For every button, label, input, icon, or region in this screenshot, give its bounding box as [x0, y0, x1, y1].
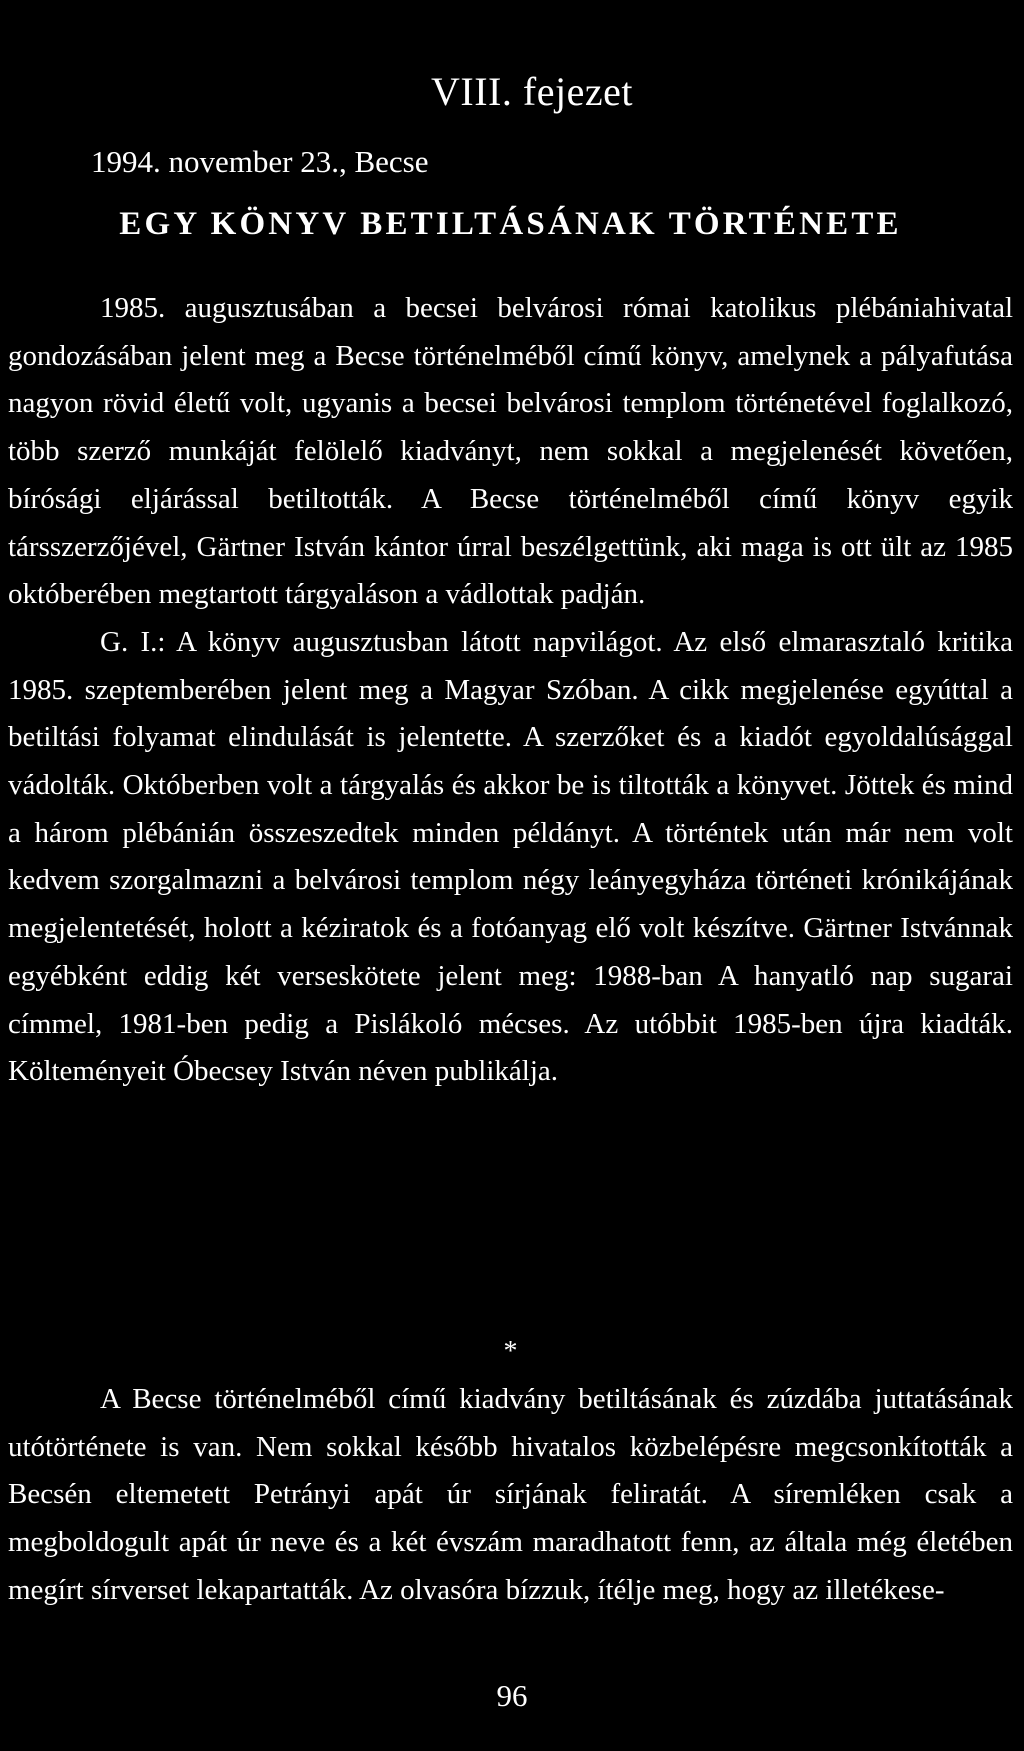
paragraph-intro: 1985. augusztusában a becsei belvárosi római katolikus plébániahivatal gondozásában jelent meg a Becse történelméből című könyv, amelynek a pályafutása nagyon rövid életű volt, ugyanis a becsei belvárosi templom történetével foglalkozó, több szerző munkáját felölelő kiadványt, nem sokkal a megjelenését követően, bírósági eljárással betiltották. A Becse történelméből című könyv egyik társszerzőjével, Gärtner István kántor úrral beszélgettünk, aki maga is ott ült az 1985 októberében megtartott tárgyaláson a vádlottak padján. [8, 292, 1013, 611]
dateline: 1994. november 23., Becse [91, 144, 429, 179]
article-title: EGY KÖNYV BETILTÁSÁNAK TÖRTÉNETE [119, 206, 902, 242]
paragraph-aftermath: A Becse történelméből című kiadvány betiltásának és zúzdába juttatásának utótörténete is van. Nem sokkal később hivatalos közbelépésre megcsonkították a Becsén eltemetett Petrányi apát úr sírjának feliratát. A síremléken csak a megboldogult apát úr neve és a két évszám maradhatott fenn, az általa még életében megírt sírverset lekapartatták. Az olvasóra bízzuk, ítélje meg, hogy az illetékese- [8, 1383, 1013, 1606]
article-body-first [8, 285, 1013, 1096]
separator-block [8, 1328, 1013, 1376]
chapter-heading: VIII. fejezet [431, 69, 633, 114]
paragraph-interview: G. I.: A könyv augusztusban látott napvilágot. Az első elmarasztaló kritika 1985. szeptemberében jelent meg a Magyar Szóban. A cikk megjelenése egyúttal a betiltási folyamat elindulását is jelentette. A szerzőket és a kiadót egyoldalúsággal vádolták. Októberben volt a tárgyalás és akkor be is tiltották a könyvet. Jöttek és mind a három plébánián összeszedtek minden példányt. A történtek után már nem volt kedvem szorgalmazni a belvárosi templom négy leányegyháza történeti krónikájának megjelentetését, holott a kéziratok és a fotóanyag elő volt készítve. Gärtner Istvánnak egyébként eddig két verseskötete jelent meg: 1988-ban A hanyatló nap sugarai címmel, 1981-ben pedig a Pislákoló mécses. Az utóbbit 1985-ben újra kiadták. Költeményeit Óbecsey István néven publikálja. [8, 625, 1013, 1088]
section-separator: * [503, 1336, 518, 1367]
page-number: 96 [496, 1678, 528, 1713]
article-body-second [8, 1376, 1013, 1615]
